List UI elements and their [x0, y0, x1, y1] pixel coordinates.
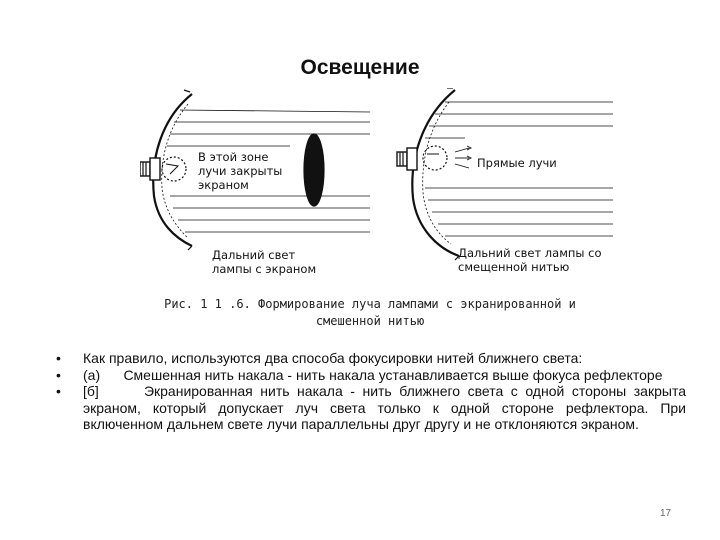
bullet-text: [б] Экранированная нить накала - нить ближнего света с одной стороны закрыта экраном, который допускает луч света только к одной стороне рефлектора. При включенном дальнем свете лучи параллельны друг другу и не отклоняются экраном.: [83, 383, 690, 432]
high-beam-offset-label: Дальний свет лампы со смещенной нитью: [458, 246, 602, 274]
bullet-text: Как правило, используются два способа фокусировки нитей ближнего света:: [83, 350, 583, 366]
high-beam-screen-label: Дальний свет лампы с экраном: [212, 248, 317, 276]
slide-title: Освещение: [300, 56, 420, 79]
page-number: 17: [660, 508, 672, 519]
right-reflector: [412, 90, 459, 256]
headlamp-figure: [140, 88, 620, 288]
bullet-item: [56, 383, 690, 433]
screened-zone-label: В этой зоне лучи закрыты экраном: [198, 150, 283, 192]
figure-caption-text: Рис. 1 1 .6. Формирование луча лампами с экранированной и смешенной нитью: [164, 297, 576, 328]
bullet-list: [56, 350, 690, 433]
bullet-item: [56, 350, 686, 367]
bullet-item: [56, 367, 686, 384]
bullet-text: (а) Смешенная нить накала - нить накала устанавливается выше фокуса рефлекторе: [83, 366, 663, 383]
bullet-marker: •: [56, 350, 61, 366]
bullet-marker: •: [56, 383, 61, 399]
offset-filament-diagram: [397, 88, 613, 260]
bullet-marker: •: [56, 366, 61, 383]
lens-shape: [304, 134, 324, 206]
direct-rays-label: Прямые лучи: [477, 156, 557, 170]
figure-caption: [120, 296, 620, 330]
